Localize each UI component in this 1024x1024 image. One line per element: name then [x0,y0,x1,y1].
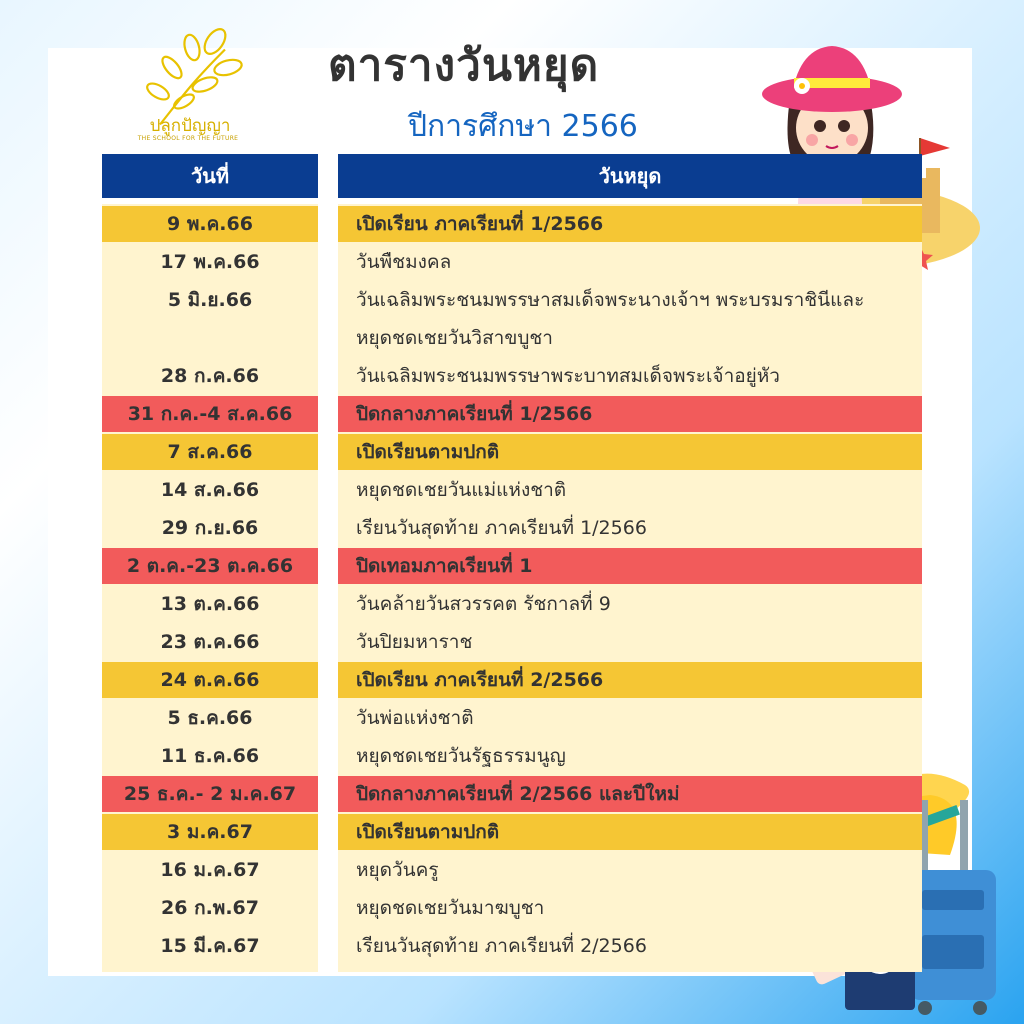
row-date: 28 ก.ค.66 [160,365,260,387]
row-date: 13 ต.ค.66 [160,593,260,615]
table-row [0,738,1024,776]
logo-tagline: THE SCHOOL FOR THE FUTURE [137,135,239,142]
row-holiday: ปิดเทอมภาคเรียนที่ 1 [356,555,533,577]
row-holiday: วันพืชมงคล [356,251,452,273]
row-holiday: วันคล้ายวันสวรรคต รัชกาลที่ 9 [356,593,611,615]
row-holiday: วันเฉลิมพระชนมพรรษาพระบาทสมเด็จพระเจ้าอยู่หัว [356,365,780,387]
row-holiday: วันพ่อแห่งชาติ [356,707,474,729]
table-row [0,814,1024,852]
row-date: 14 ส.ค.66 [160,479,260,501]
row-holiday: วันปิยมหาราช [356,631,473,653]
row-date: 7 ส.ค.66 [167,441,253,463]
page-title: ตารางวันหยุด [328,40,600,91]
row-holiday: เปิดเรียนตามปกติ [356,821,500,843]
table-row [0,700,1024,738]
row-holiday: หยุดชดเชยวันแม่แห่งชาติ [356,479,567,501]
row-holiday: เปิดเรียนตามปกติ [356,441,500,463]
row-holiday: เรียนวันสุดท้าย ภาคเรียนที่ 1/2566 [356,517,647,539]
row-holiday: เปิดเรียน ภาคเรียนที่ 2/2566 [356,669,604,691]
table-row [0,586,1024,624]
row-date: 16 ม.ค.67 [160,859,260,881]
holiday-column-header: วันหยุด [338,154,922,198]
table-row [0,852,1024,890]
table-row [0,396,1024,434]
row-holiday: เปิดเรียน ภาคเรียนที่ 1/2566 [356,213,604,235]
table-row [0,776,1024,814]
table-row [0,358,1024,396]
row-date: 17 พ.ค.66 [160,251,260,273]
table-row [0,206,1024,244]
row-holiday: วันเฉลิมพระชนมพรรษาสมเด็จพระนางเจ้าฯ พระบรมราชินีและ [356,289,865,311]
row-date: 15 มี.ค.67 [160,935,260,957]
row-holiday: เรียนวันสุดท้าย ภาคเรียนที่ 2/2566 [356,935,647,957]
table-row [0,548,1024,586]
logo-name: ปลูกปัญญา [149,116,231,136]
row-date: 11 ธ.ค.66 [160,745,260,767]
row-holiday: ปิดกลางภาคเรียนที่ 1/2566 [356,403,593,425]
row-date: 5 ธ.ค.66 [167,707,253,729]
row-holiday: หยุดชดเชยวันวิสาขบูชา [356,327,553,349]
row-date: 9 พ.ค.66 [167,213,253,235]
table-row [0,510,1024,548]
row-date [102,320,318,356]
row-holiday: ปิดกลางภาคเรียนที่ 2/2566 และปีใหม่ [356,783,680,805]
table-row [0,320,1024,358]
row-date: 23 ต.ค.66 [160,631,260,653]
table-row [0,434,1024,472]
row-holiday: หยุดวันครู [356,859,439,881]
row-date: 26 ก.พ.67 [161,897,259,919]
row-date: 29 ก.ย.66 [161,517,259,539]
row-date: 24 ต.ค.66 [160,669,260,691]
table-row [0,662,1024,700]
table-row [0,244,1024,282]
row-date: 31 ก.ค.-4 ส.ค.66 [127,403,293,425]
table-row [0,472,1024,510]
table-row [0,928,1024,966]
table-row [0,624,1024,662]
date-column-header: วันที่ [102,154,318,198]
row-holiday: หยุดชดเชยวันรัฐธรรมนูญ [356,745,566,767]
table-row [0,890,1024,928]
table-row [0,282,1024,320]
row-date: 5 มิ.ย.66 [167,289,253,311]
row-date: 3 ม.ค.67 [167,821,253,843]
row-date: 25 ธ.ค.- 2 ม.ค.67 [123,783,297,805]
row-holiday: หยุดชดเชยวันมาฆบูชา [356,897,545,919]
page-subtitle: ปีการศึกษา 2566 [408,109,638,144]
row-date: 2 ต.ค.-23 ต.ค.66 [126,555,294,577]
